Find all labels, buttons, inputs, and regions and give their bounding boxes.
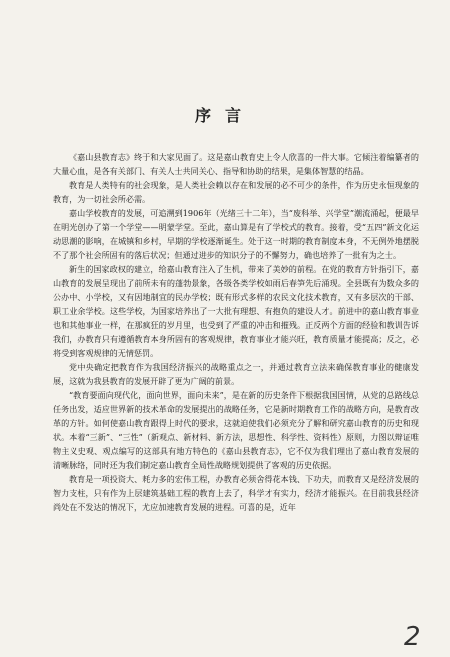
paragraph: 教育是人类特有的社会现象，是人类社会赖以存在和发展的必不可少的条件，作为历史永恒现象的教育，为一切社会所必需。 [53,180,419,204]
paragraph: 新生的国家政权的建立，给嘉山教育注入了生机，带来了美妙的前程。在党的教育方针指引下，嘉山教育的发展呈现出了前所未有的蓬勃景象，各级各类学校如雨后春笋先后涌现。全县既有为数众多的公办中、小学校，又有因地制宜的民办学校；既有形式多样的农民文化技术教育，又有多层次的干部、职工业余学校。这些学校，为国家培养出了一大批有理想、有抱负的建设人才。前进中的嘉山教育事业也和其他事业一样，在那疯狂的岁月里，也受到了严重的冲击和摧残。正反两个方面的经验和教训告诉我们，办教育只有遵循教育本身所固有的客观规律，教育事业才能兴旺，教育质量才能提高；反之，必将受到客观规律的无情惩罚。 [53,264,419,358]
page-title: 序言 [194,106,255,125]
document-body [53,150,419,514]
paragraph: 教育是一项投资大、耗力多的宏伟工程，办教育必须舍得花本钱、下功夫，而教育又是经济发展的智力支柱，只有作为上层建筑基础工程的教育上去了，科学才有实力，经济才能振兴。在目前我县经济尚处在不发达的情况下，尤应加速教育发展的进程。可喜的是，近年 [53,474,419,512]
paragraph: 嘉山学校教育的发展，可追溯到1906年（光绪三十二年），当“废科举、兴学堂”潮流涌起，便最早在明光创办了第一个学堂——明蒙学堂。至此，嘉山算是有了学校式的教育。接着，受“五四”新文化运动思潮的影响，在城镇和乡村，早期的学校逐渐诞生。处于这一时期的教育制度本身，不无例外地摆脱不了那个社会所固有的落后状况；但通过进步的知识分子的不懈努力，确也培养了一批有为之士。 [53,208,419,260]
paragraph: 党中央确定把教育作为我国经济振兴的战略重点之一，并通过教育立法来确保教育事业的健康发展，这就为我县教育的发展开辟了更为广阔的前景。 [53,362,419,386]
page-number: 2 [404,622,421,652]
paragraph: 《嘉山县教育志》终于和大家见面了。这是嘉山教育史上令人欣喜的一件大事。它倾注着编纂者的大量心血，是各有关部门、有关人士共同关心、指导和协助的结果，是集体智慧的结晶。 [53,152,419,176]
paragraph: “教育要面向现代化，面向世界，面向未来”，是在新的历史条件下根据我国国情，从党的总路线总任务出发，适应世界新的技术革命的发展提出的战略任务，它是新时期教育工作的战略方向，是教育改革的方针。如何使嘉山教育跟得上时代的要求，这就迫使我们必须充分了解和研究嘉山教育的历史和现状。本着“三新”、“三性”（新观点、新材料、新方法，思想性、科学性、资料性）原则，力图以辩证唯物主义史观、观点编写的这部具有地方特色的《嘉山县教育志》，它不仅为我们理出了嘉山教育发展的清晰脉络，同时还为我们制定嘉山教育全局性战略规划提供了客观的历史依据。 [53,390,419,470]
